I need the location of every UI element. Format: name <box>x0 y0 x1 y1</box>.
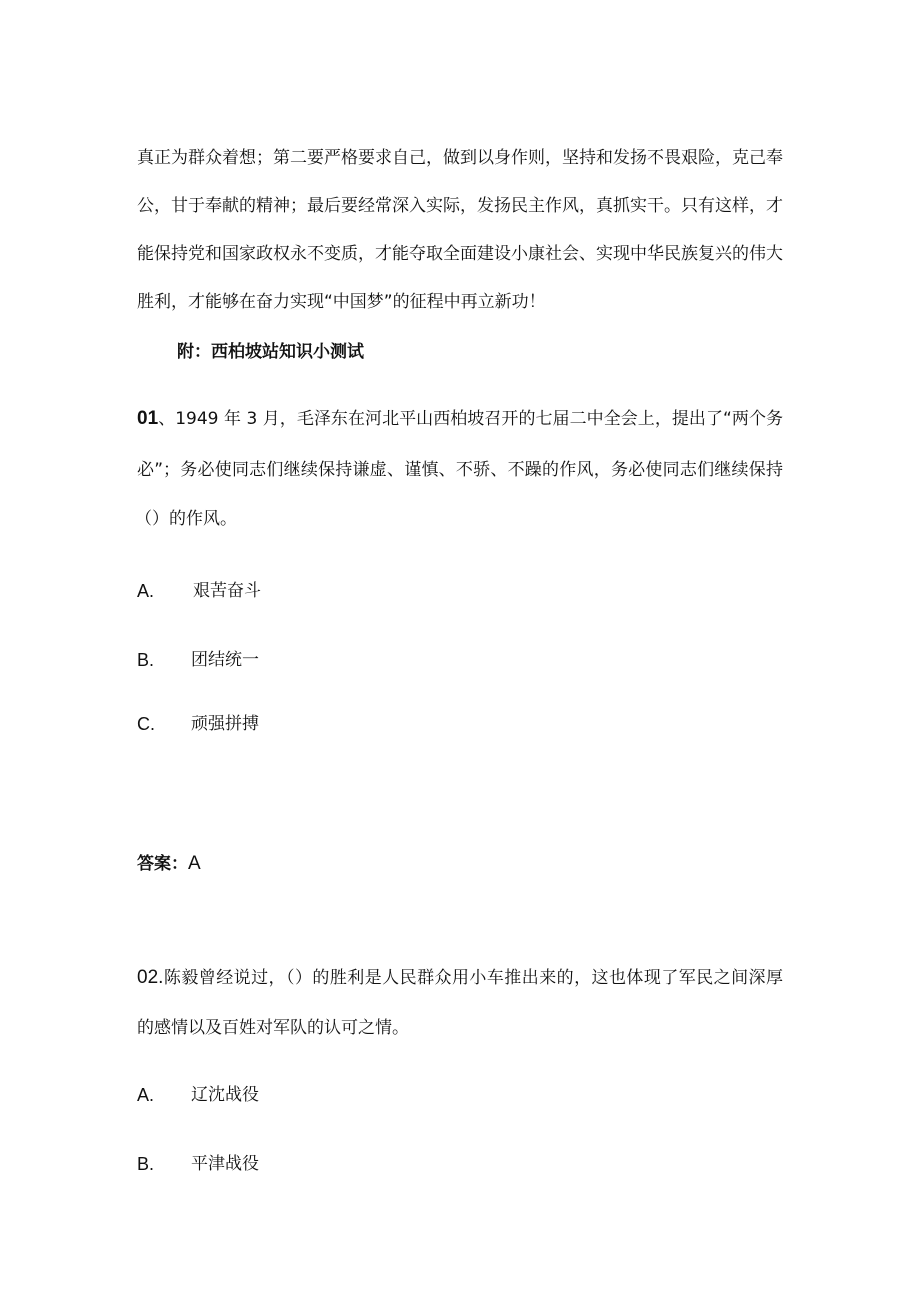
question-1-number: 01 <box>137 408 159 429</box>
question-1-text: 、1949 年 3 月，毛泽东在河北平山西柏坡召开的七届二中全会上，提出了“两个务 <box>158 409 783 429</box>
question-1-line-1 <box>137 408 783 430</box>
answer-value: A <box>188 853 201 874</box>
question-2-line-2: 的感情以及百姓对军队的认可之情。 <box>137 1018 409 1038</box>
question-1-line-2: 必”；务必使同志们继续保持谦虚、谨慎、不骄、不躁的作风，务必使同志们继续保持 <box>137 460 783 480</box>
question-1-line-3: （）的作风。 <box>135 509 237 529</box>
paragraph-line: 能保持党和国家政权永不变质，才能夺取全面建设小康社会、实现中华民族复兴的伟大 <box>137 244 783 264</box>
option-c-text: 顽强拼搏 <box>191 714 259 734</box>
option-b-letter: B. <box>137 1154 155 1174</box>
answer-label: 答案： <box>137 854 188 874</box>
option-b-text: 平津战役 <box>191 1154 259 1174</box>
option-c-letter: C. <box>137 714 155 734</box>
option-a-letter: A. <box>137 1085 155 1105</box>
option-a-text: 辽沈战役 <box>191 1085 259 1105</box>
paragraph-line: 真正为群众着想；第二要严格要求自己，做到以身作则，坚持和发扬不畏艰险，克己奉 <box>137 148 783 168</box>
paragraph-line: 公，甘于奉献的精神；最后要经常深入实际，发扬民主作风，真抓实干。只有这样，才 <box>137 196 783 216</box>
question-2-text: 陈毅曾经说过，（）的胜利是人民群众用小车推出来的，这也体现了军民之间深厚 <box>163 968 783 988</box>
question-2-line-1 <box>137 967 783 989</box>
option-a-letter: A. <box>137 581 155 601</box>
question-2-number: 02. <box>137 967 164 988</box>
option-b-letter: B. <box>137 650 155 670</box>
option-a-text: 艰苦奋斗 <box>193 581 261 601</box>
answer-line <box>137 853 201 875</box>
appendix-heading: 附：西柏坡站知识小测试 <box>177 342 364 362</box>
option-b-text: 团结统一 <box>191 650 259 670</box>
paragraph-line: 胜利，才能够在奋力实现“中国梦”的征程中再立新功！ <box>137 292 546 312</box>
